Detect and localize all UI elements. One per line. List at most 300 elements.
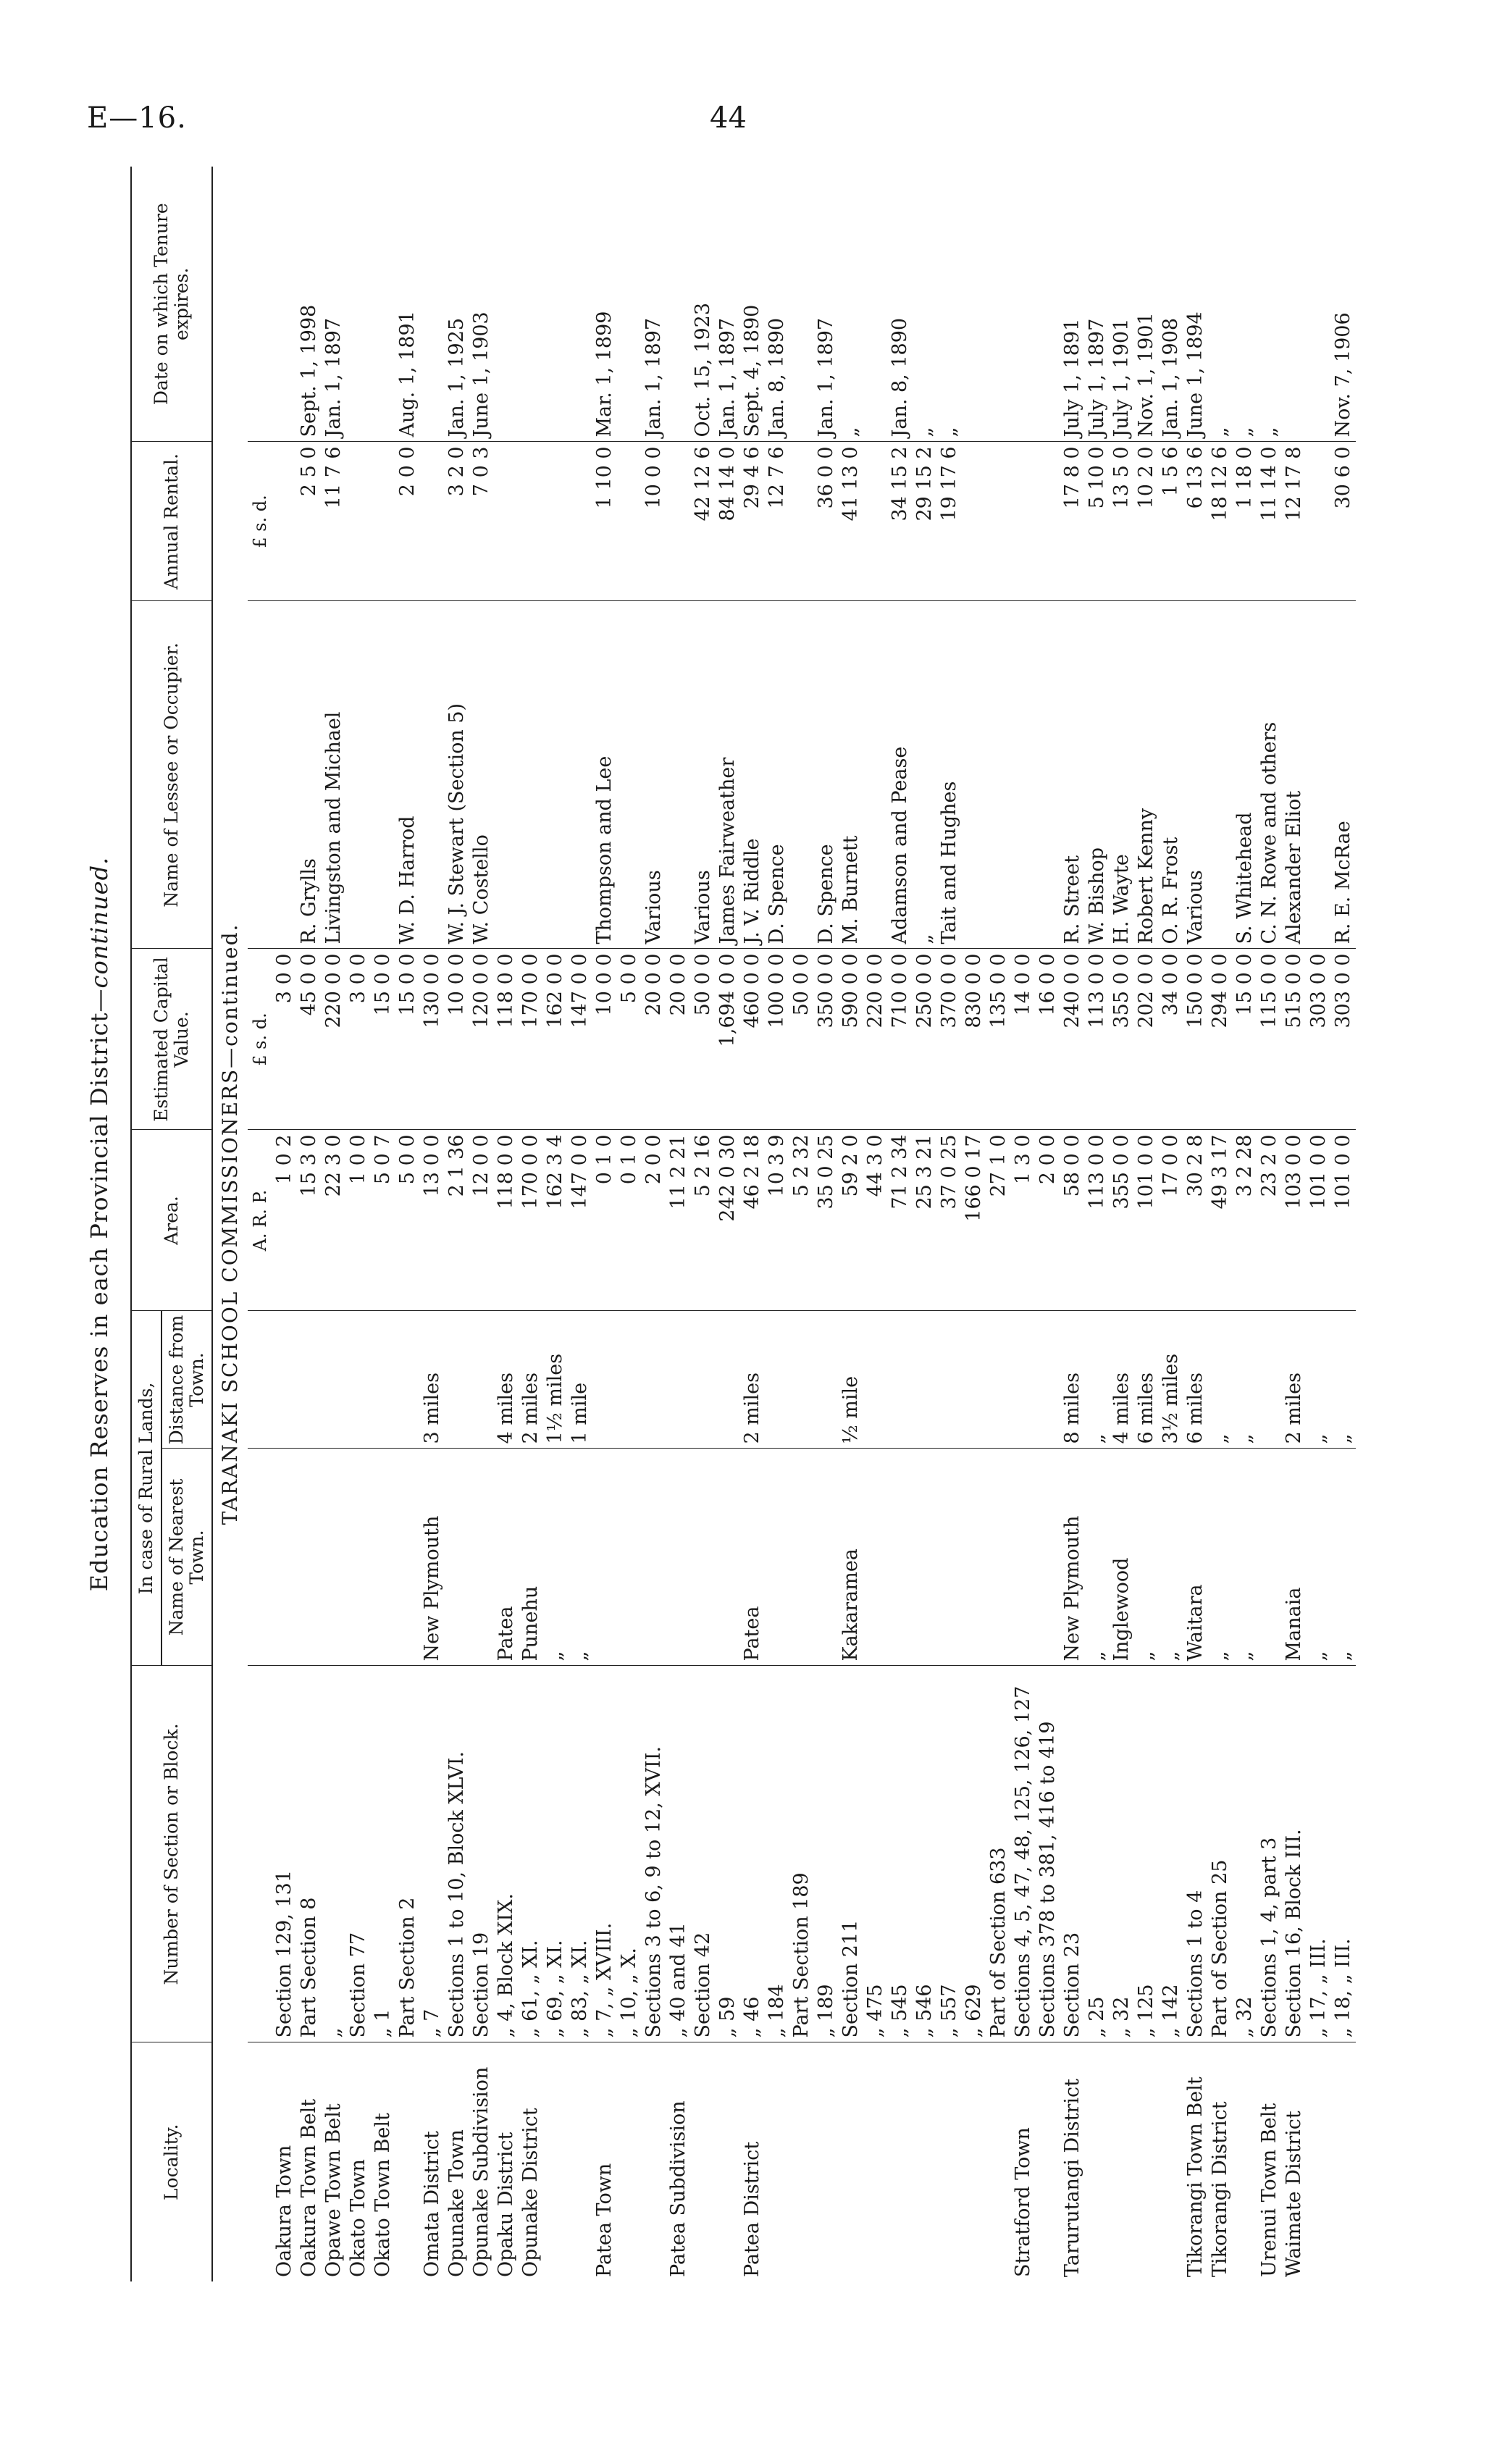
- rental-cell: 30 6 0: [1331, 442, 1356, 601]
- capital-value-cell: 303 0 0: [1331, 949, 1356, 1130]
- area-cell: 0 1 0: [592, 1130, 617, 1311]
- area-cell: 44 3 0: [863, 1130, 888, 1311]
- capital-value-cell: 202 0 0: [1134, 949, 1159, 1130]
- section-cell: „ 1: [371, 1666, 395, 2042]
- table-row: [469, 167, 494, 2281]
- table-row: [666, 167, 691, 2281]
- locality-cell: [1159, 2042, 1183, 2281]
- lessee-cell: R. E. McRae: [1331, 601, 1356, 949]
- rental-cell: 2 0 0: [395, 442, 420, 601]
- table-row: [568, 167, 592, 2281]
- col-rural-group: In case of Rural Lands,: [131, 1311, 162, 1666]
- rental-cell: 1 5 6: [1159, 442, 1183, 601]
- locality-cell: [1233, 2042, 1257, 2281]
- header-row: [131, 167, 162, 2281]
- area-cell: 35 0 25: [814, 1130, 839, 1311]
- section-cell: „ 32: [1110, 1666, 1134, 2042]
- lessee-cell: R. Grylls: [297, 601, 322, 949]
- nearest-town-cell: [642, 1449, 666, 1666]
- capital-value-cell: 118 0 0: [494, 949, 519, 1130]
- section-cell: Section 19: [469, 1666, 494, 2042]
- distance-cell: 3 miles: [420, 1311, 445, 1449]
- expiry-cell: „: [1233, 167, 1257, 442]
- distance-cell: 2 miles: [1282, 1311, 1307, 1449]
- expiry-cell: Aug. 1, 1891: [395, 167, 420, 442]
- table-row: [420, 167, 445, 2281]
- expiry-cell: July 1, 1897: [1085, 167, 1110, 442]
- locality-cell: Urenui Town Belt: [1258, 2103, 1280, 2277]
- nearest-town-cell: „: [1159, 1449, 1183, 1666]
- capital-value-cell: 147 0 0: [568, 949, 592, 1130]
- expiry-cell: [420, 167, 445, 442]
- table-row: [1036, 167, 1060, 2281]
- nearest-town-cell: [445, 1449, 469, 1666]
- section-cell: Part Section 2: [395, 1666, 420, 2042]
- nearest-town-cell: „: [1331, 1449, 1356, 1666]
- nearest-town-cell: Waitara: [1183, 1449, 1208, 1666]
- col-locality: Locality.: [131, 2042, 212, 2281]
- expiry-cell: Jan. 1, 1897: [814, 167, 839, 442]
- locality-cell: Waimate District: [1283, 2111, 1305, 2277]
- table-row: [1183, 167, 1208, 2281]
- section-cell: „ 4, Block XIX.: [494, 1666, 519, 2042]
- capital-value-cell: 10 0 0: [445, 949, 469, 1130]
- locality-cell: [937, 2042, 962, 2281]
- table-row: [1282, 167, 1307, 2281]
- locality-cell: [839, 2042, 863, 2281]
- distance-cell: ½ mile: [839, 1311, 863, 1449]
- locality-cell: [1331, 2042, 1356, 2281]
- nearest-town-cell: Kakaramea: [839, 1449, 863, 1666]
- rental-cell: [371, 442, 395, 601]
- capital-value-cell: 515 0 0: [1282, 949, 1307, 1130]
- locality-cell: Tikorangi Town Belt: [1184, 2077, 1207, 2277]
- section-cell: „ 25: [1085, 1666, 1110, 2042]
- nearest-town-cell: Inglewood: [1110, 1449, 1134, 1666]
- lessee-cell: [962, 601, 986, 949]
- section-cell: Sections 1 to 4: [1183, 1666, 1208, 2042]
- rental-cell: 1 10 0: [592, 442, 617, 601]
- lessee-cell: Various: [1183, 601, 1208, 949]
- reserves-table: [130, 167, 1356, 2281]
- section-cell: „ 59: [716, 1666, 740, 2042]
- distance-cell: 4 miles: [1110, 1311, 1134, 1449]
- expiry-cell: [1307, 167, 1331, 442]
- distance-cell: 1 mile: [568, 1311, 592, 1449]
- lessee-cell: [789, 601, 814, 949]
- expiry-cell: Jan. 8, 1890: [888, 167, 913, 442]
- locality-cell: [789, 2042, 814, 2281]
- table-row: [986, 167, 1011, 2281]
- lessee-cell: R. Street: [1060, 601, 1085, 949]
- nearest-town-cell: [346, 1449, 371, 1666]
- section-cell: „ 545: [888, 1666, 913, 2042]
- distance-cell: [691, 1311, 716, 1449]
- capital-value-cell: 5 0 0: [617, 949, 642, 1130]
- table-row: [322, 167, 346, 2281]
- expiry-cell: [986, 167, 1011, 442]
- distance-cell: [666, 1311, 691, 1449]
- capital-value-cell: 120 0 0: [469, 949, 494, 1130]
- section-cell: Section 211: [839, 1666, 863, 2042]
- col-section: Number of Section or Block.: [131, 1666, 212, 2042]
- nearest-town-cell: Manaia: [1282, 1449, 1307, 1666]
- table-row: [789, 167, 814, 2281]
- nearest-town-cell: [1011, 1449, 1036, 1666]
- expiry-cell: Jan. 1, 1897: [716, 167, 740, 442]
- lessee-cell: S. Whitehead: [1233, 601, 1257, 949]
- expiry-cell: [666, 167, 691, 442]
- capital-value-cell: 710 0 0: [888, 949, 913, 1130]
- section-cell: „ 125: [1134, 1666, 1159, 2042]
- capital-value-cell: 1,694 0 0: [716, 949, 740, 1130]
- area-cell: 46 2 18: [740, 1130, 765, 1311]
- lessee-cell: C. N. Rowe and others: [1257, 601, 1282, 949]
- area-cell: 10 3 9: [765, 1130, 789, 1311]
- rental-cell: [962, 442, 986, 601]
- capital-value-cell: 15 0 0: [371, 949, 395, 1130]
- lessee-cell: W. D. Harrod: [395, 601, 420, 949]
- capital-value-cell: 45 0 0: [297, 949, 322, 1130]
- expiry-cell: [1282, 167, 1307, 442]
- table-row: [1085, 167, 1110, 2281]
- area-cell: 12 0 0: [469, 1130, 494, 1311]
- rental-cell: 7 0 3: [469, 442, 494, 601]
- expiry-cell: July 1, 1901: [1110, 167, 1134, 442]
- capital-value-cell: 170 0 0: [519, 949, 543, 1130]
- rental-cell: 41 13 0: [839, 442, 863, 601]
- expiry-cell: „: [1257, 167, 1282, 442]
- area-cell: 37 0 25: [937, 1130, 962, 1311]
- lessee-cell: [1036, 601, 1060, 949]
- distance-cell: „: [1233, 1311, 1257, 1449]
- table-row: [543, 167, 568, 2281]
- expiry-cell: [568, 167, 592, 442]
- expiry-cell: [519, 167, 543, 442]
- section-cell: „ 7: [420, 1666, 445, 2042]
- area-cell: 2 0 0: [642, 1130, 666, 1311]
- distance-cell: [445, 1311, 469, 1449]
- nearest-town-cell: [617, 1449, 642, 1666]
- expiry-cell: [543, 167, 568, 442]
- lessee-cell: M. Burnett: [839, 601, 863, 949]
- capital-value-cell: 590 0 0: [839, 949, 863, 1130]
- table-row: [1257, 167, 1282, 2281]
- capital-units: £ s. d.: [248, 949, 272, 1130]
- nearest-town-cell: [395, 1449, 420, 1666]
- capital-value-cell: 220 0 0: [863, 949, 888, 1130]
- section-cell: „ 184: [765, 1666, 789, 2042]
- nearest-town-cell: [1036, 1449, 1060, 1666]
- area-cell: 101 0 0: [1134, 1130, 1159, 1311]
- distance-cell: 6 miles: [1134, 1311, 1159, 1449]
- expiry-cell: „: [913, 167, 937, 442]
- lessee-cell: Tait and Hughes: [937, 601, 962, 949]
- table-row: [494, 167, 519, 2281]
- locality-cell: [1134, 2042, 1159, 2281]
- distance-cell: „: [1331, 1311, 1356, 1449]
- expiry-cell: [272, 167, 297, 442]
- lessee-cell: O. R. Frost: [1159, 601, 1183, 949]
- area-cell: 170 0 0: [519, 1130, 543, 1311]
- table-row: [519, 167, 543, 2281]
- locality-cell: Opunake Town: [445, 2129, 468, 2277]
- rental-cell: 29 4 6: [740, 442, 765, 601]
- capital-value-cell: 303 0 0: [1307, 949, 1331, 1130]
- lessee-cell: [519, 601, 543, 949]
- col-area: Area.: [131, 1130, 212, 1311]
- area-cell: 242 0 30: [716, 1130, 740, 1311]
- capital-value-cell: 50 0 0: [789, 949, 814, 1130]
- section-cell: „ 32: [1233, 1666, 1257, 2042]
- nearest-town-cell: „: [1233, 1449, 1257, 1666]
- section-cell: Section 23: [1060, 1666, 1085, 2042]
- distance-cell: [913, 1311, 937, 1449]
- expiry-cell: [1036, 167, 1060, 442]
- expiry-cell: [617, 167, 642, 442]
- locality-cell: Okato Town Belt: [372, 2113, 394, 2277]
- area-cell: 3 2 28: [1233, 1130, 1257, 1311]
- area-cell: 27 1 0: [986, 1130, 1011, 1311]
- rental-cell: 3 2 0: [445, 442, 469, 601]
- distance-cell: [1257, 1311, 1282, 1449]
- rental-cell: [1011, 442, 1036, 601]
- section-cell: „ 546: [913, 1666, 937, 2042]
- distance-cell: [814, 1311, 839, 1449]
- capital-value-cell: 130 0 0: [420, 949, 445, 1130]
- nearest-town-cell: New Plymouth: [420, 1449, 445, 1666]
- expiry-cell: Jan. 8, 1890: [765, 167, 789, 442]
- locality-cell: Okato Town: [347, 2159, 369, 2277]
- nearest-town-cell: „: [1085, 1449, 1110, 1666]
- area-cell: 25 3 21: [913, 1130, 937, 1311]
- rental-cell: 19 17 6: [937, 442, 962, 601]
- lessee-cell: [617, 601, 642, 949]
- area-cell: 71 2 34: [888, 1130, 913, 1311]
- locality-cell: [617, 2042, 642, 2281]
- nearest-town-cell: „: [543, 1449, 568, 1666]
- lessee-cell: [1011, 601, 1036, 949]
- locality-cell: [962, 2042, 986, 2281]
- table-row: [814, 167, 839, 2281]
- nearest-town-cell: „: [568, 1449, 592, 1666]
- distance-cell: [1011, 1311, 1036, 1449]
- nearest-town-cell: [962, 1449, 986, 1666]
- expiry-cell: Sept. 1, 1998: [297, 167, 322, 442]
- area-cell: 5 2 16: [691, 1130, 716, 1311]
- expiry-cell: Oct. 15, 1923: [691, 167, 716, 442]
- area-cell: 23 2 0: [1257, 1130, 1282, 1311]
- lessee-cell: W. J. Stewart (Section 5): [445, 601, 469, 949]
- locality-cell: Patea District: [741, 2141, 763, 2277]
- rental-cell: 29 15 2: [913, 442, 937, 601]
- rental-units: £ s. d.: [248, 442, 272, 601]
- lessee-cell: D. Spence: [765, 601, 789, 949]
- expiry-cell: „: [839, 167, 863, 442]
- area-cell: 1 0 2: [272, 1130, 297, 1311]
- nearest-town-cell: [814, 1449, 839, 1666]
- area-cell: 2 1 36: [445, 1130, 469, 1311]
- expiry-cell: [962, 167, 986, 442]
- nearest-town-cell: „: [1208, 1449, 1233, 1666]
- section-cell: „: [322, 1666, 346, 2042]
- capital-value-cell: 115 0 0: [1257, 949, 1282, 1130]
- rental-cell: [863, 442, 888, 601]
- locality-cell: [1085, 2042, 1110, 2281]
- table-row: [395, 167, 420, 2281]
- section-cell: Sections 3 to 6, 9 to 12, XVII.: [642, 1666, 666, 2042]
- distance-cell: [789, 1311, 814, 1449]
- locality-cell: [986, 2042, 1011, 2281]
- expiry-cell: Nov. 7, 1906: [1331, 167, 1356, 442]
- locality-cell: [568, 2042, 592, 2281]
- section-cell: Part Section 8: [297, 1666, 322, 2042]
- col-nearest-town: Name of Nearest Town.: [162, 1449, 212, 1666]
- capital-value-cell: 20 0 0: [642, 949, 666, 1130]
- capital-value-cell: 20 0 0: [666, 949, 691, 1130]
- rental-cell: [568, 442, 592, 601]
- distance-cell: [962, 1311, 986, 1449]
- locality-cell: [716, 2042, 740, 2281]
- area-cell: 11 2 21: [666, 1130, 691, 1311]
- rental-cell: 84 14 0: [716, 442, 740, 601]
- lessee-cell: [494, 601, 519, 949]
- distance-cell: [297, 1311, 322, 1449]
- area-cell: 103 0 0: [1282, 1130, 1307, 1311]
- capital-value-cell: 10 0 0: [592, 949, 617, 1130]
- rotated-table-region: [80, 167, 1376, 2281]
- locality-cell: Opawe Town Belt: [322, 2103, 345, 2277]
- capital-value-cell: 135 0 0: [986, 949, 1011, 1130]
- table-row: [1233, 167, 1257, 2281]
- section-cell: „ 142: [1159, 1666, 1183, 2042]
- rental-cell: 10 0 0: [642, 442, 666, 601]
- nearest-town-cell: [592, 1449, 617, 1666]
- area-cell: 22 3 0: [322, 1130, 346, 1311]
- locality-cell: [913, 2042, 937, 2281]
- area-cell: 166 0 17: [962, 1130, 986, 1311]
- area-cell: 2 0 0: [1036, 1130, 1060, 1311]
- rental-cell: [272, 442, 297, 601]
- distance-cell: [592, 1311, 617, 1449]
- locality-cell: Opunake District: [519, 2108, 542, 2277]
- table-row: [297, 167, 322, 2281]
- table-row: [716, 167, 740, 2281]
- locality-cell: Opunake Subdivision: [470, 2066, 492, 2277]
- table-row: [888, 167, 913, 2281]
- section-cell: Part Section 189: [789, 1666, 814, 2042]
- rental-cell: 11 7 6: [322, 442, 346, 601]
- rental-cell: 18 12 6: [1208, 442, 1233, 601]
- rental-cell: 1 18 0: [1233, 442, 1257, 601]
- lessee-cell: [1307, 601, 1331, 949]
- title-main: Education Reserves in each Provincial District: [85, 1012, 113, 1592]
- area-cell: 30 2 8: [1183, 1130, 1208, 1311]
- locality-cell: Stratford Town: [1012, 2127, 1034, 2277]
- distance-cell: [346, 1311, 371, 1449]
- section-cell: Sections 1, 4, part 3: [1257, 1666, 1282, 2042]
- section-heading: TARANAKI SCHOOL COMMISSIONERS—continued.: [218, 923, 242, 1525]
- table-row: [1060, 167, 1085, 2281]
- area-cell: 13 0 0: [420, 1130, 445, 1311]
- capital-value-cell: 240 0 0: [1060, 949, 1085, 1130]
- rental-cell: [519, 442, 543, 601]
- lessee-cell: Alexander Eliot: [1282, 601, 1307, 949]
- expiry-cell: July 1, 1891: [1060, 167, 1085, 442]
- locality-cell: [1110, 2042, 1134, 2281]
- locality-cell: Tarurutangi District: [1061, 2079, 1083, 2277]
- col-rental: Annual Rental.: [131, 442, 212, 601]
- section-cell: „ 46: [740, 1666, 765, 2042]
- rental-cell: [346, 442, 371, 601]
- lessee-cell: [1208, 601, 1233, 949]
- nearest-town-cell: [1257, 1449, 1282, 1666]
- lessee-cell: Various: [642, 601, 666, 949]
- nearest-town-cell: [863, 1449, 888, 1666]
- nearest-town-cell: [322, 1449, 346, 1666]
- capital-value-cell: 3 0 0: [272, 949, 297, 1130]
- distance-cell: [617, 1311, 642, 1449]
- locality-cell: Patea Town: [593, 2163, 616, 2277]
- section-cell: Sections 4, 5, 47, 48, 125, 126, 127: [1011, 1666, 1036, 2042]
- area-cell: 1 0 0: [346, 1130, 371, 1311]
- locality-cell: [543, 2042, 568, 2281]
- area-cell: 59 2 0: [839, 1130, 863, 1311]
- table-row: [592, 167, 617, 2281]
- area-cell: 49 3 17: [1208, 1130, 1233, 1311]
- capital-value-cell: 14 0 0: [1011, 949, 1036, 1130]
- section-heading-row: [212, 167, 248, 2281]
- capital-value-cell: 3 0 0: [346, 949, 371, 1130]
- area-cell: 17 0 0: [1159, 1130, 1183, 1311]
- distance-cell: „: [1208, 1311, 1233, 1449]
- distance-cell: 2 miles: [740, 1311, 765, 1449]
- area-cell: 15 3 0: [297, 1130, 322, 1311]
- locality-cell: Oakura Town Belt: [298, 2098, 320, 2277]
- expiry-cell: Jan. 1, 1908: [1159, 167, 1183, 442]
- expiry-cell: Nov. 1, 1901: [1134, 167, 1159, 442]
- nearest-town-cell: [469, 1449, 494, 1666]
- expiry-cell: [1011, 167, 1036, 442]
- rental-cell: [986, 442, 1011, 601]
- units-row: [248, 167, 272, 2281]
- lessee-cell: J. V. Riddle: [740, 601, 765, 949]
- section-cell: Section 129, 131: [272, 1666, 297, 2042]
- expiry-cell: Mar. 1, 1899: [592, 167, 617, 442]
- rental-cell: [789, 442, 814, 601]
- section-cell: „ 10, „ X.: [617, 1666, 642, 2042]
- expiry-cell: Jan. 1, 1897: [322, 167, 346, 442]
- title-suffix: —continued.: [85, 856, 113, 1013]
- capital-value-cell: 100 0 0: [765, 949, 789, 1130]
- col-capital: Estimated Capital Value.: [131, 949, 212, 1130]
- rental-cell: 11 14 0: [1257, 442, 1282, 601]
- lessee-cell: [568, 601, 592, 949]
- distance-cell: „: [1085, 1311, 1110, 1449]
- rental-cell: 5 10 0: [1085, 442, 1110, 601]
- expiry-cell: Sept. 4, 1890: [740, 167, 765, 442]
- nearest-town-cell: [691, 1449, 716, 1666]
- lessee-cell: [420, 601, 445, 949]
- area-cell: 5 0 7: [371, 1130, 395, 1311]
- section-cell: „ 557: [937, 1666, 962, 2042]
- expiry-cell: „: [1208, 167, 1233, 442]
- lessee-cell: Various: [691, 601, 716, 949]
- capital-value-cell: 15 0 0: [395, 949, 420, 1130]
- locality-cell: [395, 2042, 420, 2281]
- table-row: [371, 167, 395, 2281]
- table-row: [937, 167, 962, 2281]
